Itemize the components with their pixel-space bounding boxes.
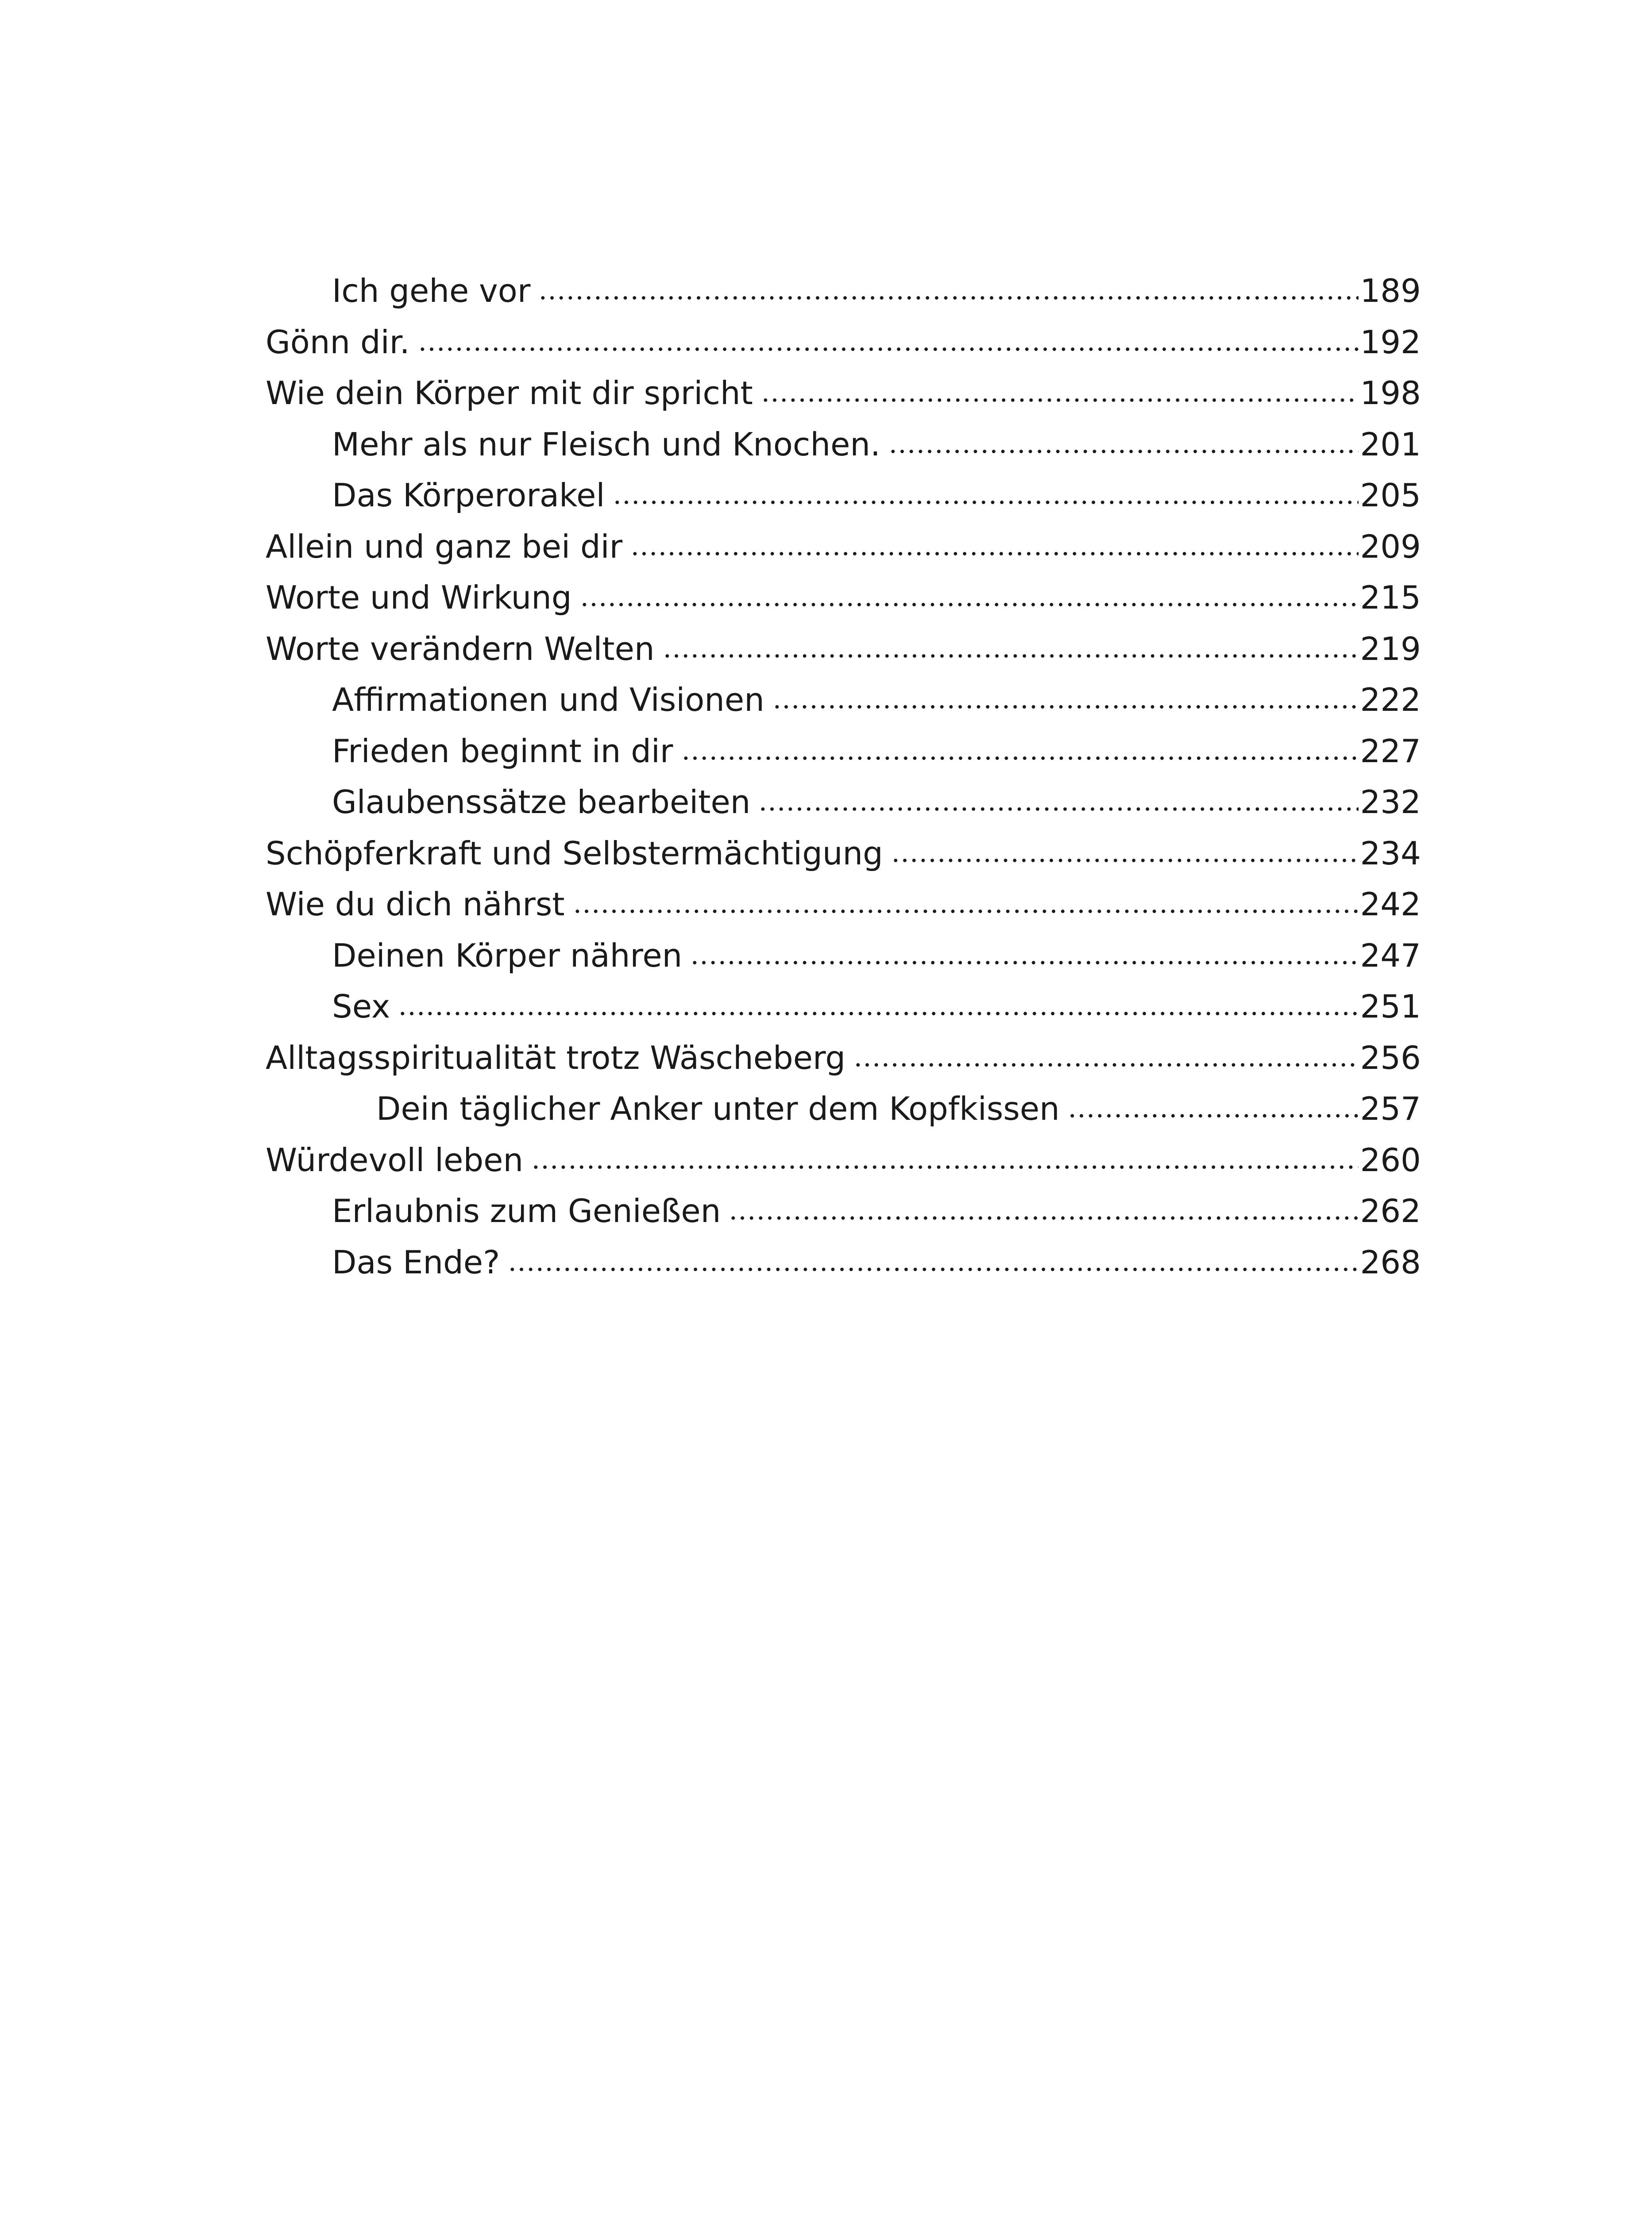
toc-dot-leader xyxy=(573,883,1359,915)
toc-entry[interactable] xyxy=(266,1033,1421,1084)
toc-entry[interactable] xyxy=(266,675,1421,726)
toc-entry-title: Mehr als nur Fleisch und Knochen. xyxy=(332,425,880,463)
toc-entry-title: Schöpferkraft und Selbstermächtigung xyxy=(266,834,883,872)
toc-entry-title: Alltagsspiritualität trotz Wäscheberg xyxy=(266,1039,846,1076)
toc-entry-title: Würdevoll leben xyxy=(266,1141,524,1179)
toc-dot-leader xyxy=(761,372,1359,404)
toc-entry[interactable] xyxy=(266,879,1421,930)
toc-entry[interactable] xyxy=(266,1083,1421,1135)
toc-page-number: 192 xyxy=(1360,323,1421,361)
toc-page-number: 234 xyxy=(1360,834,1421,872)
toc-entry[interactable] xyxy=(266,777,1421,828)
toc-dot-leader xyxy=(531,1139,1358,1171)
toc-entry-title: Das Ende? xyxy=(332,1243,500,1281)
toc-entry-title: Wie du dich nährst xyxy=(266,886,565,923)
toc-dot-leader xyxy=(681,730,1359,762)
toc-page-number: 189 xyxy=(1360,272,1421,309)
toc-entry[interactable] xyxy=(266,726,1421,777)
toc-entry-title: Erlaubnis zum Genießen xyxy=(332,1192,721,1230)
toc-dot-leader xyxy=(729,1190,1358,1222)
toc-entry-title: Worte verändern Welten xyxy=(266,630,655,667)
toc-dot-leader xyxy=(538,270,1358,302)
toc-entry[interactable] xyxy=(266,368,1421,419)
toc-page-number: 205 xyxy=(1360,477,1421,514)
toc-dot-leader xyxy=(758,781,1358,813)
toc-entry-title: Allein und ganz bei dir xyxy=(266,528,623,565)
toc-entry-title: Das Körperorakel xyxy=(332,477,605,514)
table-of-contents xyxy=(266,266,1421,1288)
toc-page-number: 262 xyxy=(1360,1192,1421,1230)
toc-dot-leader xyxy=(1068,1088,1359,1120)
toc-page-number: 268 xyxy=(1360,1243,1421,1281)
toc-entry-title: Deinen Körper nähren xyxy=(332,937,683,974)
toc-entry[interactable] xyxy=(266,521,1421,573)
toc-entry[interactable] xyxy=(266,1135,1421,1186)
toc-entry[interactable] xyxy=(266,981,1421,1033)
toc-dot-leader xyxy=(772,679,1359,711)
toc-entry-title: Ich gehe vor xyxy=(332,272,531,309)
toc-entry-title: Glaubenssätze bearbeiten xyxy=(332,783,751,821)
toc-page-number: 219 xyxy=(1360,630,1421,667)
toc-dot-leader xyxy=(508,1241,1358,1273)
toc-page-number: 256 xyxy=(1360,1039,1421,1076)
toc-entry-title: Wie dein Körper mit dir spricht xyxy=(266,374,753,412)
toc-page-number: 260 xyxy=(1360,1141,1421,1179)
toc-entry[interactable] xyxy=(266,1186,1421,1237)
toc-page-number: 227 xyxy=(1360,732,1421,770)
toc-page-number: 209 xyxy=(1360,528,1421,565)
toc-entry-title: Dein täglicher Anker unter dem Kopfkissen xyxy=(376,1090,1060,1127)
toc-entry[interactable] xyxy=(266,624,1421,675)
toc-entry[interactable] xyxy=(266,470,1421,521)
toc-dot-leader xyxy=(418,321,1359,353)
toc-dot-leader xyxy=(663,628,1359,660)
toc-dot-leader xyxy=(613,474,1358,506)
toc-dot-leader xyxy=(888,424,1359,455)
toc-entry[interactable] xyxy=(266,317,1421,368)
toc-page-number: 257 xyxy=(1360,1090,1421,1127)
toc-dot-leader xyxy=(630,526,1358,558)
toc-entry[interactable] xyxy=(266,419,1421,470)
toc-dot-leader xyxy=(690,935,1358,967)
toc-dot-leader xyxy=(891,833,1359,864)
toc-entry-title: Sex xyxy=(332,988,390,1025)
toc-entry[interactable] xyxy=(266,266,1421,317)
toc-dot-leader xyxy=(853,1037,1358,1069)
toc-page-number: 198 xyxy=(1360,374,1421,412)
toc-entry-title: Gönn dir. xyxy=(266,323,410,361)
toc-dot-leader xyxy=(398,986,1358,1018)
toc-page-number: 251 xyxy=(1360,988,1421,1025)
toc-entry[interactable] xyxy=(266,1237,1421,1288)
toc-page-number: 215 xyxy=(1360,579,1421,616)
toc-page-number: 222 xyxy=(1360,681,1421,718)
toc-entry-title: Frieden beginnt in dir xyxy=(332,732,673,770)
toc-entry[interactable] xyxy=(266,930,1421,982)
toc-page-number: 247 xyxy=(1360,937,1421,974)
toc-page-number: 242 xyxy=(1360,886,1421,923)
toc-dot-leader xyxy=(580,577,1359,609)
toc-entry-title: Affirmationen und Visionen xyxy=(332,681,764,718)
toc-entry-title: Worte und Wirkung xyxy=(266,579,572,616)
toc-entry[interactable] xyxy=(266,828,1421,879)
toc-entry[interactable] xyxy=(266,572,1421,624)
toc-page-number: 201 xyxy=(1360,425,1421,463)
toc-page-number: 232 xyxy=(1360,783,1421,821)
